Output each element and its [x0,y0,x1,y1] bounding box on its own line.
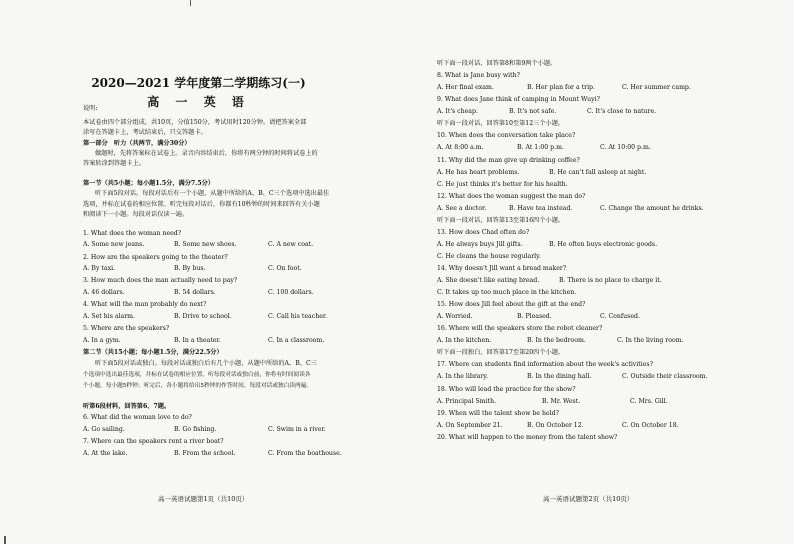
option-19b: B. On October 12. [527,422,584,429]
option-6b: B. Go fishing. [174,426,217,433]
option-8b: B. Her plan for a trip. [527,84,595,91]
option-9a: A. It's cheap. [437,108,478,115]
section1-desc-2: 选项，并标在试卷的相应位置。听完每段对话后，你都有10秒钟的时间来回答有关小题 [83,201,320,208]
question-6: 6. What did the woman love to do? [83,414,192,421]
option-1a: A. Some new jeans. [83,241,145,248]
option-3c: C. 100 dollars. [268,289,314,296]
option-10a: A. At 8:00 a.m. [437,144,484,151]
question-18: 18. Who will lead the practice for the show? [437,386,576,393]
option-4a: A. Set his alarm. [83,313,136,320]
question-8: 8. What is Jane busy with? [437,72,520,79]
part1-heading: 第一部分 听力（共两节，满分30分） [83,140,191,147]
option-15c: C. Confused. [600,313,640,320]
intro-line-2: 涂写在答题卡上，考试结束后，只交答题卡。 [83,129,207,136]
option-11a: A. He has heart problems. [437,169,520,176]
page-footer: 高一英语试题第1页（共10页） [158,495,249,503]
section2-desc-3: 个小题，每小题5秒钟；听完后，各小题将给出5秒钟的作答时间。每段对话或独白读两遍。 [83,383,313,389]
option-13b: B. He often buys electronic goods. [549,241,658,248]
section2-heading: 第二节（共15小题；每小题1.5分，满分22.5分） [83,349,223,356]
option-7c: C. From the boathouse. [268,450,342,457]
option-2b: B. By bus. [174,265,206,272]
option-12a: A. See a doctor. [437,205,487,212]
question-15: 15. How does Jill feel about the gift at the end? [437,301,586,308]
page-footer: 高一英语试题第2页（共10页） [543,495,634,503]
option-11b: B. He can't fall asleep at night. [549,169,647,176]
option-19a: A. On September 21. [437,422,503,429]
option-15a: A. Worried. [437,313,473,320]
question-7: 7. Where can the speakers rent a river boat? [83,438,224,445]
instructions-label: 说明: [83,105,98,112]
question-19: 19. When will the talent show be held? [437,410,559,417]
question-11: 11. Why did the man give up drinking coffee? [437,157,580,164]
question-10: 10. When does the conversation take place? [437,132,576,139]
option-5b: B. In a theater. [174,337,221,344]
question-17: 17. Where can students find information about the week's activities? [437,361,653,368]
option-11c: C. He just thinks it's better for his health. [437,181,568,188]
option-9b: B. It's not safe. [509,108,557,115]
scan-mark [190,0,191,6]
question-4: 4. What will the man probably do next? [83,301,207,308]
option-6a: A. Go sailing. [83,426,125,433]
option-18c: C. Mrs. Gill. [630,398,668,405]
option-1b: B. Some new shoes. [174,241,237,248]
section2-desc-1: 听下面5段对话或独白。每段对话或独白后有几个小题，从题中所给的A、B、C三 [95,360,317,367]
option-2a: A. By taxi. [83,265,116,272]
intro-line-1: 本试卷由四个部分组成，共10页，分值150分，考试用时120分钟。请把答案全部 [83,119,307,126]
exam-subtitle: 高 一 英 语 [147,95,250,109]
section2-desc-2: 个选项中选出最佳选项，并标在试卷的相应位置。听每段对话或独白前，你将有时间阅读各 [83,372,311,378]
scan-mark [4,536,6,544]
section1-desc-3: 和阅读下一小题。每段对话仅读一遍。 [83,211,189,218]
listen-instruction-a: 听下面一段对话，回答第8和第9两个小题。 [437,60,557,67]
option-8c: C. Her summer camp. [622,84,691,91]
option-1c: C. A new coat. [268,241,314,248]
exam-page-2 [397,0,794,544]
question-3: 3. How much does the man actually need to pay? [83,277,238,284]
section1-desc-1: 听下面5段对话。每段对话后有一个小题，从题中所给的A、B、C三个选项中选出最佳 [95,190,330,197]
listen-instruction-d: 听下面一段独白，回答第17至第20四个小题。 [437,349,565,356]
part1-desc-1: 做题时，先将答案标在试卷上。录音内容结束后，你将有两分钟的时间将试卷上的 [95,150,318,157]
listen-instruction-b: 听下面一段对话，回答第10至第12三个小题。 [437,120,565,127]
part1-desc-2: 答案转涂到答题卡上。 [83,160,145,167]
option-5c: C. In a classroom. [268,337,325,344]
section1-heading: 第一节（共5小题；每小题1.5分，满分7.5分） [83,180,215,187]
option-14a: A. She doesn't like eating bread. [437,277,540,284]
option-16a: A. In the kitchen. [437,337,492,344]
option-4b: B. Drive to school. [174,313,232,320]
option-8a: A. Her final exam. [437,84,494,91]
option-13c: C. He cleans the house regularly. [437,253,541,260]
option-18b: B. Mr. West. [542,398,581,405]
option-9c: C. It's close to nature. [587,108,657,115]
option-4c: C. Call his teacher. [268,313,328,320]
question-16: 16. Where will the speakers store the robot cleaner? [437,325,603,332]
listen-instruction-c: 听下面一段对话，回答第13至第16四个小题。 [437,217,565,224]
option-16b: B. In the bedroom. [527,337,586,344]
question-5: 5. Where are the speakers? [83,325,170,332]
listen-6-instruction: 听第6段材料，回答第6、7题。 [83,403,171,410]
option-12b: B. Have tea instead. [509,205,573,212]
option-7b: B. From the school. [174,450,236,457]
option-17c: C. Outside their classroom. [622,373,708,380]
option-3b: B. 54 dollars. [174,289,216,296]
option-15b: B. Pleased. [517,313,552,320]
question-13: 13. How does Chad often do? [437,229,530,236]
option-17a: A. In the library. [437,373,489,380]
question-20: 20. What will happen to the money from the talent show? [437,434,618,441]
option-10b: B. At 1:00 p.m. [517,144,564,151]
option-13a: A. He always buys Jill gifts. [437,241,523,248]
exam-title: 2020—2021 学年度第二学期练习(一) [91,76,306,90]
option-14b: B. There is no place to charge it. [559,277,662,284]
option-14c: C. It takes up too much place in the kitchen. [437,289,577,296]
option-3a: A. 46 dollars. [83,289,125,296]
option-10c: C. At 10:00 p.m. [600,144,651,151]
option-19c: C. On October 18. [622,422,679,429]
question-12: 12. What does the woman suggest the man do? [437,193,586,200]
question-14: 14. Why doesn't Jill want a bread maker? [437,265,567,272]
option-17b: B. In the dining hall. [527,373,592,380]
option-5a: A. In a gym. [83,337,121,344]
question-1: 1. What does the woman need? [83,230,182,237]
option-16c: C. In the living room. [617,337,684,344]
question-9: 9. What does Jane think of camping in Mount Wuyi? [437,96,600,103]
question-2: 2. How are the speakers going to the theater? [83,254,228,261]
option-12c: C. Change the amount he drinks. [600,205,704,212]
option-18a: A. Principal Smith. [437,398,497,405]
option-7a: A. At the lake. [83,450,128,457]
option-6c: C. Swim in a river. [268,426,326,433]
option-2c: C. On foot. [268,265,302,272]
